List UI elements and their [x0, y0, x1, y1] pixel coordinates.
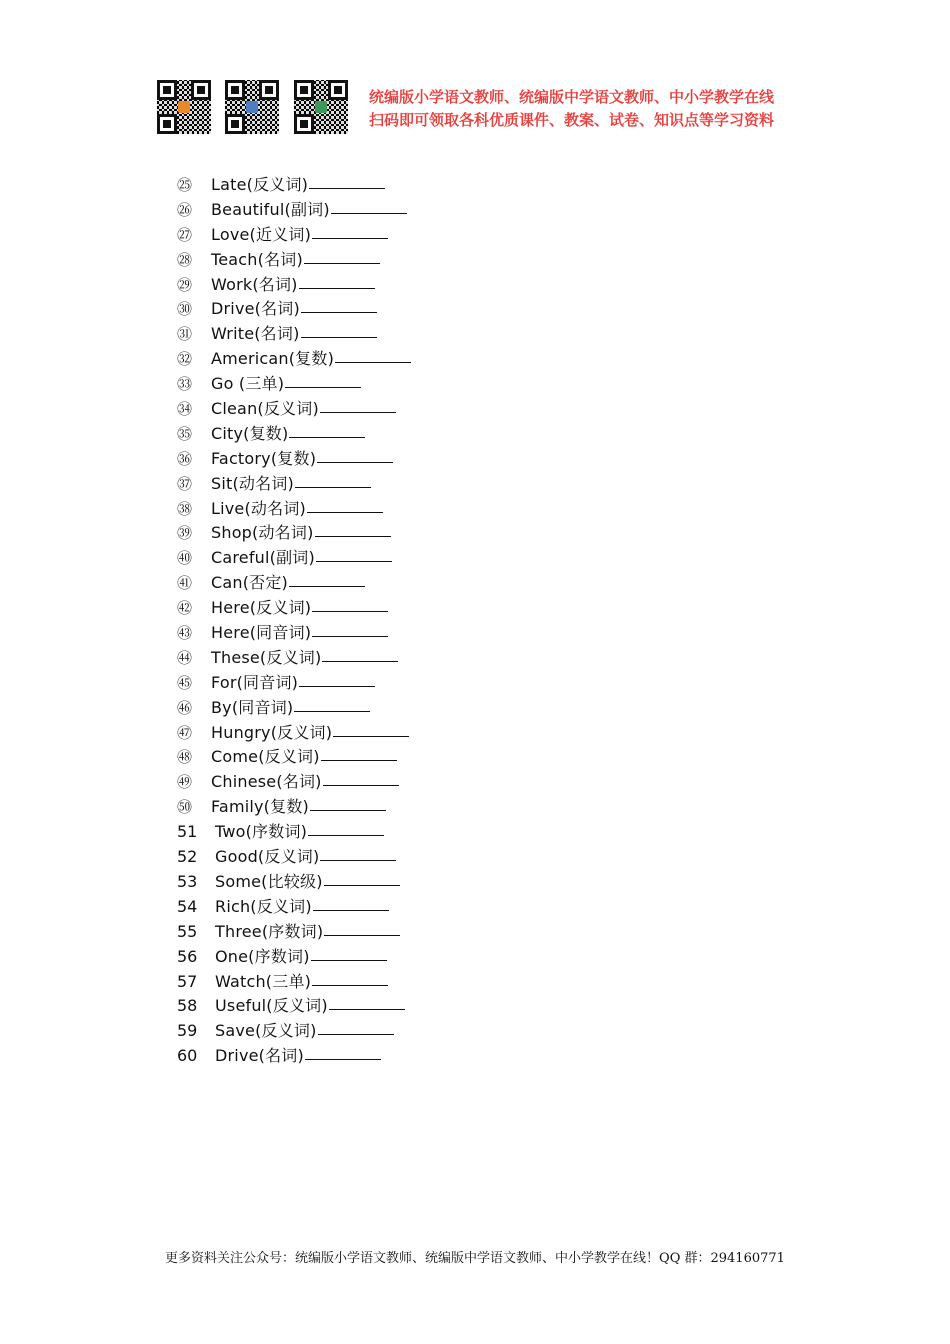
- item-prompt: Family(复数): [211, 797, 309, 817]
- list-item: [177, 1044, 411, 1069]
- answer-blank[interactable]: [317, 447, 393, 463]
- answer-blank[interactable]: [289, 422, 365, 438]
- item-prompt: Come(反义词): [211, 747, 320, 767]
- item-prompt: Live(动名词): [211, 498, 306, 518]
- item-prompt: Two(序数词): [215, 822, 308, 842]
- item-number: 53: [177, 871, 198, 891]
- list-item: [177, 422, 411, 447]
- answer-blank[interactable]: [315, 521, 391, 537]
- answer-blank[interactable]: [320, 397, 396, 413]
- item-prompt: Shop(动名词): [211, 523, 314, 543]
- item-prompt: Careful(副词): [211, 548, 315, 568]
- list-item: [177, 970, 411, 995]
- answer-blank[interactable]: [324, 870, 400, 886]
- answer-blank[interactable]: [295, 472, 371, 488]
- list-item: [177, 546, 411, 571]
- answer-blank[interactable]: [335, 347, 411, 363]
- item-number: ㉟: [177, 424, 193, 443]
- item-number: 55: [177, 921, 198, 941]
- item-prompt: Three(序数词): [215, 921, 324, 941]
- list-item: [177, 621, 411, 646]
- item-prompt: Useful(反义词): [215, 996, 328, 1016]
- item-number: 57: [177, 971, 198, 991]
- list-item: [177, 297, 411, 322]
- list-item: [177, 920, 411, 945]
- qr-logo-icon: [315, 101, 327, 113]
- list-item: [177, 472, 411, 497]
- item-number: 52: [177, 847, 198, 867]
- item-prompt: Late(反义词): [211, 175, 309, 194]
- answer-blank[interactable]: [312, 596, 388, 612]
- item-number: ㊽: [177, 748, 193, 767]
- item-number: ㊷: [177, 599, 193, 618]
- item-number: ㉙: [177, 275, 193, 294]
- item-number: ㉗: [177, 225, 193, 244]
- item-number: 56: [177, 946, 198, 966]
- list-item: [177, 223, 411, 248]
- answer-blank[interactable]: [301, 322, 377, 338]
- item-number: ㉞: [177, 400, 193, 419]
- qr-code-2: [225, 80, 279, 134]
- list-item: [177, 447, 411, 472]
- answer-blank[interactable]: [312, 970, 388, 986]
- item-number: ㊿: [177, 798, 193, 817]
- list-item: [177, 173, 411, 198]
- item-number: ㊻: [177, 698, 193, 717]
- item-prompt: Here(同音词): [211, 623, 312, 643]
- list-item: [177, 1019, 411, 1044]
- item-prompt: Factory(复数): [211, 448, 317, 468]
- item-prompt: One(序数词): [215, 946, 310, 966]
- list-item: [177, 596, 411, 621]
- item-prompt: Clean(反义词): [211, 399, 319, 419]
- qr-code-3: [294, 80, 348, 134]
- list-item: [177, 845, 411, 870]
- item-number: 59: [177, 1021, 198, 1041]
- answer-blank[interactable]: [320, 845, 396, 861]
- item-prompt: Write(名词): [211, 324, 300, 344]
- list-item: [177, 696, 411, 721]
- answer-blank[interactable]: [305, 1044, 381, 1060]
- list-item: [177, 721, 411, 746]
- list-item: [177, 571, 411, 596]
- list-item: [177, 870, 411, 895]
- item-number: ㊺: [177, 673, 193, 692]
- answer-blank[interactable]: [329, 994, 405, 1010]
- answer-blank[interactable]: [310, 795, 386, 811]
- answer-blank[interactable]: [301, 297, 377, 313]
- list-item: [177, 745, 411, 770]
- answer-blank[interactable]: [333, 721, 409, 737]
- answer-blank[interactable]: [308, 820, 384, 836]
- list-item: [177, 671, 411, 696]
- item-number: ㉜: [177, 350, 193, 369]
- item-number: ㉚: [177, 300, 193, 319]
- list-item: [177, 770, 411, 795]
- list-item: [177, 521, 411, 546]
- item-prompt: For(同音词): [211, 672, 299, 692]
- item-prompt: Beautiful(副词): [211, 199, 330, 219]
- list-item: [177, 820, 411, 845]
- list-item: [177, 322, 411, 347]
- item-number: 58: [177, 996, 198, 1016]
- qr-logo-icon: [246, 101, 258, 113]
- item-number: ㊵: [177, 549, 193, 568]
- item-number: ㊲: [177, 474, 193, 493]
- page-header: [157, 80, 807, 138]
- answer-blank[interactable]: [324, 920, 400, 936]
- item-prompt: Go (三单): [211, 374, 285, 394]
- item-prompt: City(复数): [211, 423, 289, 443]
- item-prompt: Drive(名词): [215, 1046, 304, 1066]
- item-prompt: Hungry(反义词): [211, 722, 333, 742]
- promo-line-1: 统编版小学语文教师、统编版中学语文教师、中小学教学在线: [369, 88, 775, 106]
- item-prompt: Here(反义词): [211, 598, 312, 618]
- item-number: ㉛: [177, 325, 193, 344]
- answer-blank[interactable]: [304, 248, 380, 264]
- promo-line-2: 扫码即可领取各科优质课件、教案、试卷、知识点等学习资料: [369, 111, 775, 129]
- list-item: [177, 198, 411, 223]
- item-number: 60: [177, 1046, 198, 1066]
- item-number: ㊾: [177, 773, 193, 792]
- answer-blank[interactable]: [312, 223, 388, 239]
- list-item: [177, 273, 411, 298]
- item-number: ㊶: [177, 574, 193, 593]
- item-prompt: Chinese(名词): [211, 772, 322, 792]
- answer-blank[interactable]: [299, 671, 375, 687]
- item-prompt: Can(否定): [211, 573, 289, 593]
- item-number: ㉘: [177, 250, 193, 269]
- answer-blank[interactable]: [316, 546, 392, 562]
- item-number: ㉕: [177, 176, 193, 194]
- item-number: 54: [177, 896, 198, 916]
- list-item: [177, 248, 411, 273]
- item-number: ㊹: [177, 648, 193, 667]
- list-item: [177, 397, 411, 422]
- item-number: ㉖: [177, 200, 193, 219]
- answer-blank[interactable]: [294, 696, 370, 712]
- answer-blank[interactable]: [309, 173, 385, 189]
- item-number: 51: [177, 822, 198, 842]
- answer-blank[interactable]: [312, 621, 388, 637]
- item-prompt: American(复数): [211, 349, 335, 369]
- answer-blank[interactable]: [318, 1019, 394, 1035]
- item-number: ㊴: [177, 524, 193, 543]
- item-prompt: Watch(三单): [215, 971, 312, 991]
- qr-code-1: [157, 80, 211, 134]
- item-prompt: Rich(反义词): [215, 896, 312, 916]
- footer-text: 更多资料关注公众号：统编版小学语文教师、统编版中学语文教师、中小学教学在线！QQ 群：294160771: [165, 1251, 785, 1266]
- answer-blank[interactable]: [321, 745, 397, 761]
- answer-blank[interactable]: [313, 895, 389, 911]
- item-number: ㊳: [177, 499, 193, 518]
- answer-blank[interactable]: [311, 945, 387, 961]
- list-item: [177, 994, 411, 1019]
- promo-text: [369, 86, 774, 132]
- answer-blank[interactable]: [289, 571, 365, 587]
- item-prompt: Some(比较级): [215, 871, 323, 891]
- item-number: ㉝: [177, 375, 193, 394]
- exercise-list: [177, 173, 411, 1069]
- list-item: [177, 372, 411, 397]
- item-number: ㊱: [177, 449, 193, 468]
- item-prompt: Sit(动名词): [211, 473, 294, 493]
- item-prompt: Teach(名词): [211, 249, 303, 269]
- list-item: [177, 646, 411, 671]
- item-number: ㊼: [177, 723, 193, 742]
- list-item: [177, 497, 411, 522]
- item-prompt: Save(反义词): [215, 1021, 317, 1041]
- item-prompt: By(同音词): [211, 697, 294, 717]
- list-item: [177, 895, 411, 920]
- answer-blank[interactable]: [322, 646, 398, 662]
- item-number: ㊸: [177, 624, 193, 643]
- item-prompt: Good(反义词): [215, 847, 320, 867]
- item-prompt: Work(名词): [211, 274, 298, 294]
- answer-blank[interactable]: [307, 497, 383, 513]
- item-prompt: Drive(名词): [211, 299, 300, 319]
- answer-blank[interactable]: [323, 770, 399, 786]
- qr-logo-icon: [178, 101, 190, 113]
- answer-blank[interactable]: [285, 372, 361, 388]
- item-prompt: These(反义词): [211, 647, 322, 667]
- list-item: [177, 347, 411, 372]
- item-prompt: Love(近义词): [211, 224, 312, 244]
- answer-blank[interactable]: [299, 273, 375, 289]
- list-item: [177, 945, 411, 970]
- answer-blank[interactable]: [331, 198, 407, 214]
- list-item: [177, 795, 411, 820]
